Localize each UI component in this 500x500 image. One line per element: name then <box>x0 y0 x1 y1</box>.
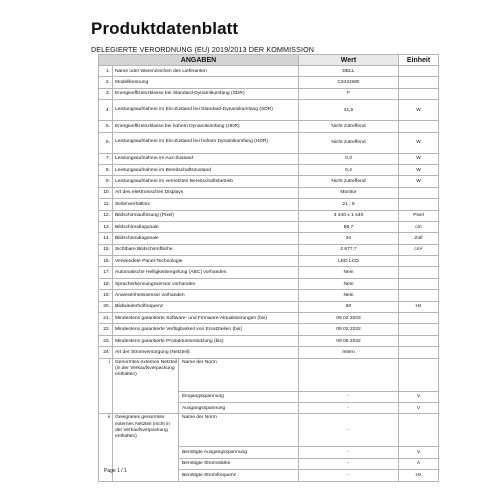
table-row <box>99 221 439 232</box>
row-value: 31,5 <box>299 100 399 121</box>
row-label: Seitenverhältnis <box>113 199 299 210</box>
row-unit <box>399 313 439 324</box>
nonstd-psu-param-value: - <box>299 447 399 458</box>
row-number: 18. <box>99 278 113 289</box>
row-number: 1. <box>99 66 113 77</box>
row-value: Nicht zutreffend <box>299 176 399 187</box>
row-number: 11. <box>99 199 113 210</box>
row-number: 20. <box>99 301 113 312</box>
header-einheit: Einheit <box>399 55 439 66</box>
row-number: 15. <box>99 244 113 255</box>
nonstd-psu-norm-row <box>99 414 439 447</box>
row-value: 0,3 <box>299 153 399 164</box>
ext-psu-norm-row <box>99 358 439 391</box>
ext-psu-param-label: Ausgangsspannung <box>179 402 299 413</box>
row-label: Mindestens garantierte Verfügbarkeit von Ersatzteilen (bis) <box>113 324 299 335</box>
row-label: Name oder Warenzeichen des Lieferanten <box>113 66 299 77</box>
row-unit: W <box>399 100 439 121</box>
row-unit <box>399 324 439 335</box>
nonstd-psu-norm-unit <box>399 414 439 447</box>
row-label: Leistungsaufnahme im Bereitschaftszustand <box>113 164 299 175</box>
table-row <box>99 233 439 244</box>
row-value: F <box>299 88 399 99</box>
table-row <box>99 267 439 278</box>
ext-psu-param-value: - <box>299 402 399 413</box>
row-label: Art des elektronischen Displays <box>113 187 299 198</box>
row-value: 34 <box>299 233 399 244</box>
row-number: 6. <box>99 132 113 153</box>
row-unit <box>399 256 439 267</box>
row-unit: cm <box>399 221 439 232</box>
ext-psu-description: Genormtes externes Netzteil (in der Verkaufsverpackung enthalten) <box>113 358 179 414</box>
table-row <box>99 153 439 164</box>
row-number: 19. <box>99 290 113 301</box>
table-row <box>99 77 439 88</box>
nonstd-psu-marker: ii <box>99 414 113 481</box>
row-unit <box>399 267 439 278</box>
row-unit: Pixel <box>399 210 439 221</box>
ext-psu-norm-unit <box>399 358 439 391</box>
row-label: Mindestens garantierte Produktunterstützung (bis) <box>113 335 299 346</box>
nonstd-psu-param-unit: V <box>399 447 439 458</box>
row-unit <box>399 335 439 346</box>
row-value: 21 : 9 <box>299 199 399 210</box>
table-row <box>99 164 439 175</box>
table-row <box>99 176 439 187</box>
row-label: Verwendete Panel-Technologie <box>113 256 299 267</box>
table-body <box>99 66 439 482</box>
row-label: Leistungsaufnahme im Ein-Zustand bei hohem Dynamikumfang (HDR) <box>113 132 299 153</box>
table-row <box>99 290 439 301</box>
row-label: Energieeffizienzklasse bei Standard-Dynamikumfang (SDR) <box>113 88 299 99</box>
row-label: Automatische Helligkeitsregelung (ABC) vorhanden <box>113 267 299 278</box>
row-number: 14. <box>99 233 113 244</box>
ext-psu-norm-value <box>299 358 399 391</box>
row-value: DELL <box>299 66 399 77</box>
table-row <box>99 256 439 267</box>
page-footer: Page 1 / 1 <box>104 468 127 474</box>
row-number: 12. <box>99 210 113 221</box>
row-number: 5. <box>99 121 113 132</box>
table-row <box>99 121 439 132</box>
row-value: 0,4 <box>299 164 399 175</box>
nonstd-psu-param-value: - <box>299 458 399 469</box>
row-number: 10. <box>99 187 113 198</box>
row-unit <box>399 199 439 210</box>
nonstd-psu-param-unit: Hz <box>399 470 439 481</box>
row-label: Bildschirmdiagonale <box>113 221 299 232</box>
table-row <box>99 301 439 312</box>
table-row <box>99 278 439 289</box>
row-unit <box>399 121 439 132</box>
row-label: Bildschirmdiagonale <box>113 233 299 244</box>
table-row <box>99 66 439 77</box>
ext-psu-param-value: - <box>299 391 399 402</box>
header-wert: Wert <box>299 55 399 66</box>
row-label: Leistungsaufnahme im Ein-Zustand bei Standard-Dynamikumfang (SDR) <box>113 100 299 121</box>
table-row <box>99 347 439 358</box>
row-label: Leistungsaufnahme im vernetzten Bereitschaftsbetrieb <box>113 176 299 187</box>
row-label: Mindestens garantierte Software- und Firmware-Aktualisierungen (bis) <box>113 313 299 324</box>
row-label: Bildschirmauflösung (Pixel) <box>113 210 299 221</box>
row-unit <box>399 278 439 289</box>
table-row <box>99 324 439 335</box>
row-value: 60 <box>299 301 399 312</box>
row-unit: W <box>399 176 439 187</box>
row-value: Nein <box>299 267 399 278</box>
ext-psu-marker: i <box>99 358 113 414</box>
row-unit <box>399 77 439 88</box>
row-unit <box>399 88 439 99</box>
row-unit: Zoll <box>399 233 439 244</box>
row-number: 22. <box>99 324 113 335</box>
row-label: Art der Stromversorgung (Netzteil): <box>113 347 299 358</box>
row-unit: W <box>399 132 439 153</box>
ext-psu-param-unit: V <box>399 402 439 413</box>
nonstd-psu-param-label: Benötigte Stromstärke <box>179 458 299 469</box>
row-unit: W <box>399 153 439 164</box>
table-row <box>99 88 439 99</box>
nonstd-psu-description: Geeignetes genormtes externes Netzteil (nicht in der Verkaufsverpackung enthalten) <box>113 414 179 481</box>
row-value: Monitor <box>299 187 399 198</box>
nonstd-psu-param-label: Benötigte Ausgangsspannung <box>179 447 299 458</box>
row-value: Nicht zutreffend <box>299 121 399 132</box>
table-row <box>99 335 439 346</box>
row-value: LED LCD <box>299 256 399 267</box>
nonstd-psu-param-label: Benötigte Stromfrequenz <box>179 470 299 481</box>
ext-psu-param-label: Eingangsspannung <box>179 391 299 402</box>
table-header-row <box>99 55 439 66</box>
row-value: 2 677,7 <box>299 244 399 255</box>
table-row <box>99 199 439 210</box>
row-value: 09 05 2032 <box>299 335 399 346</box>
row-number: 23. <box>99 335 113 346</box>
datasheet-table <box>98 54 439 482</box>
row-label: Sichtbare Bildschirmfläche <box>113 244 299 255</box>
row-number: 2. <box>99 77 113 88</box>
row-number: 3. <box>99 88 113 99</box>
ext-psu-norm-label: Name der Norm <box>179 358 299 391</box>
row-value: Nein <box>299 290 399 301</box>
row-number: 8. <box>99 164 113 175</box>
row-number: 16. <box>99 256 113 267</box>
row-unit: W <box>399 164 439 175</box>
regulation-subtitle: DELEGIERTE VERORDNUNG (EU) 2019/2013 DER KOMMISSION <box>91 45 315 54</box>
row-value: 09 02 2032 <box>299 324 399 335</box>
nonstd-psu-param-value: - <box>299 470 399 481</box>
row-label: Bildwiederholfrequenz <box>113 301 299 312</box>
table-row <box>99 313 439 324</box>
header-angaben: ANGABEN <box>99 55 299 66</box>
row-value: 09 02 2033 <box>299 313 399 324</box>
row-number: 13. <box>99 221 113 232</box>
table-row <box>99 100 439 121</box>
row-unit <box>399 347 439 358</box>
row-label: Spracherkennungssensor vorhanden <box>113 278 299 289</box>
table-row <box>99 244 439 255</box>
row-label: Leistungsaufnahme im Aus-Zustand <box>113 153 299 164</box>
nonstd-psu-norm-value: - <box>299 414 399 447</box>
row-number: 9. <box>99 176 113 187</box>
row-number: 7. <box>99 153 113 164</box>
row-value: 86,7 <box>299 221 399 232</box>
row-number: 17. <box>99 267 113 278</box>
row-unit: cm² <box>399 244 439 255</box>
table-row <box>99 210 439 221</box>
nonstd-psu-param-unit: A <box>399 458 439 469</box>
row-unit: Hz <box>399 301 439 312</box>
nonstd-psu-norm-label: Name der Norm <box>179 414 299 447</box>
row-number: 4. <box>99 100 113 121</box>
row-value: Intern <box>299 347 399 358</box>
row-number: 24. <box>99 347 113 358</box>
row-value: 3 440 x 1 440 <box>299 210 399 221</box>
row-label: Anwesenheitssensor vorhanden <box>113 290 299 301</box>
row-label: Modellkennung <box>113 77 299 88</box>
page-title: Produktdatenblatt <box>91 19 239 38</box>
row-unit <box>399 66 439 77</box>
row-value: C3422WE <box>299 77 399 88</box>
row-unit <box>399 290 439 301</box>
row-number: 21. <box>99 313 113 324</box>
row-label: Energieeffizienzklasse bei hohem Dynamikumfang (HDR) <box>113 121 299 132</box>
table-row <box>99 132 439 153</box>
row-value: Nein <box>299 278 399 289</box>
ext-psu-param-unit: V <box>399 391 439 402</box>
row-value: Nicht zutreffend <box>299 132 399 153</box>
table-row <box>99 187 439 198</box>
row-unit <box>399 187 439 198</box>
